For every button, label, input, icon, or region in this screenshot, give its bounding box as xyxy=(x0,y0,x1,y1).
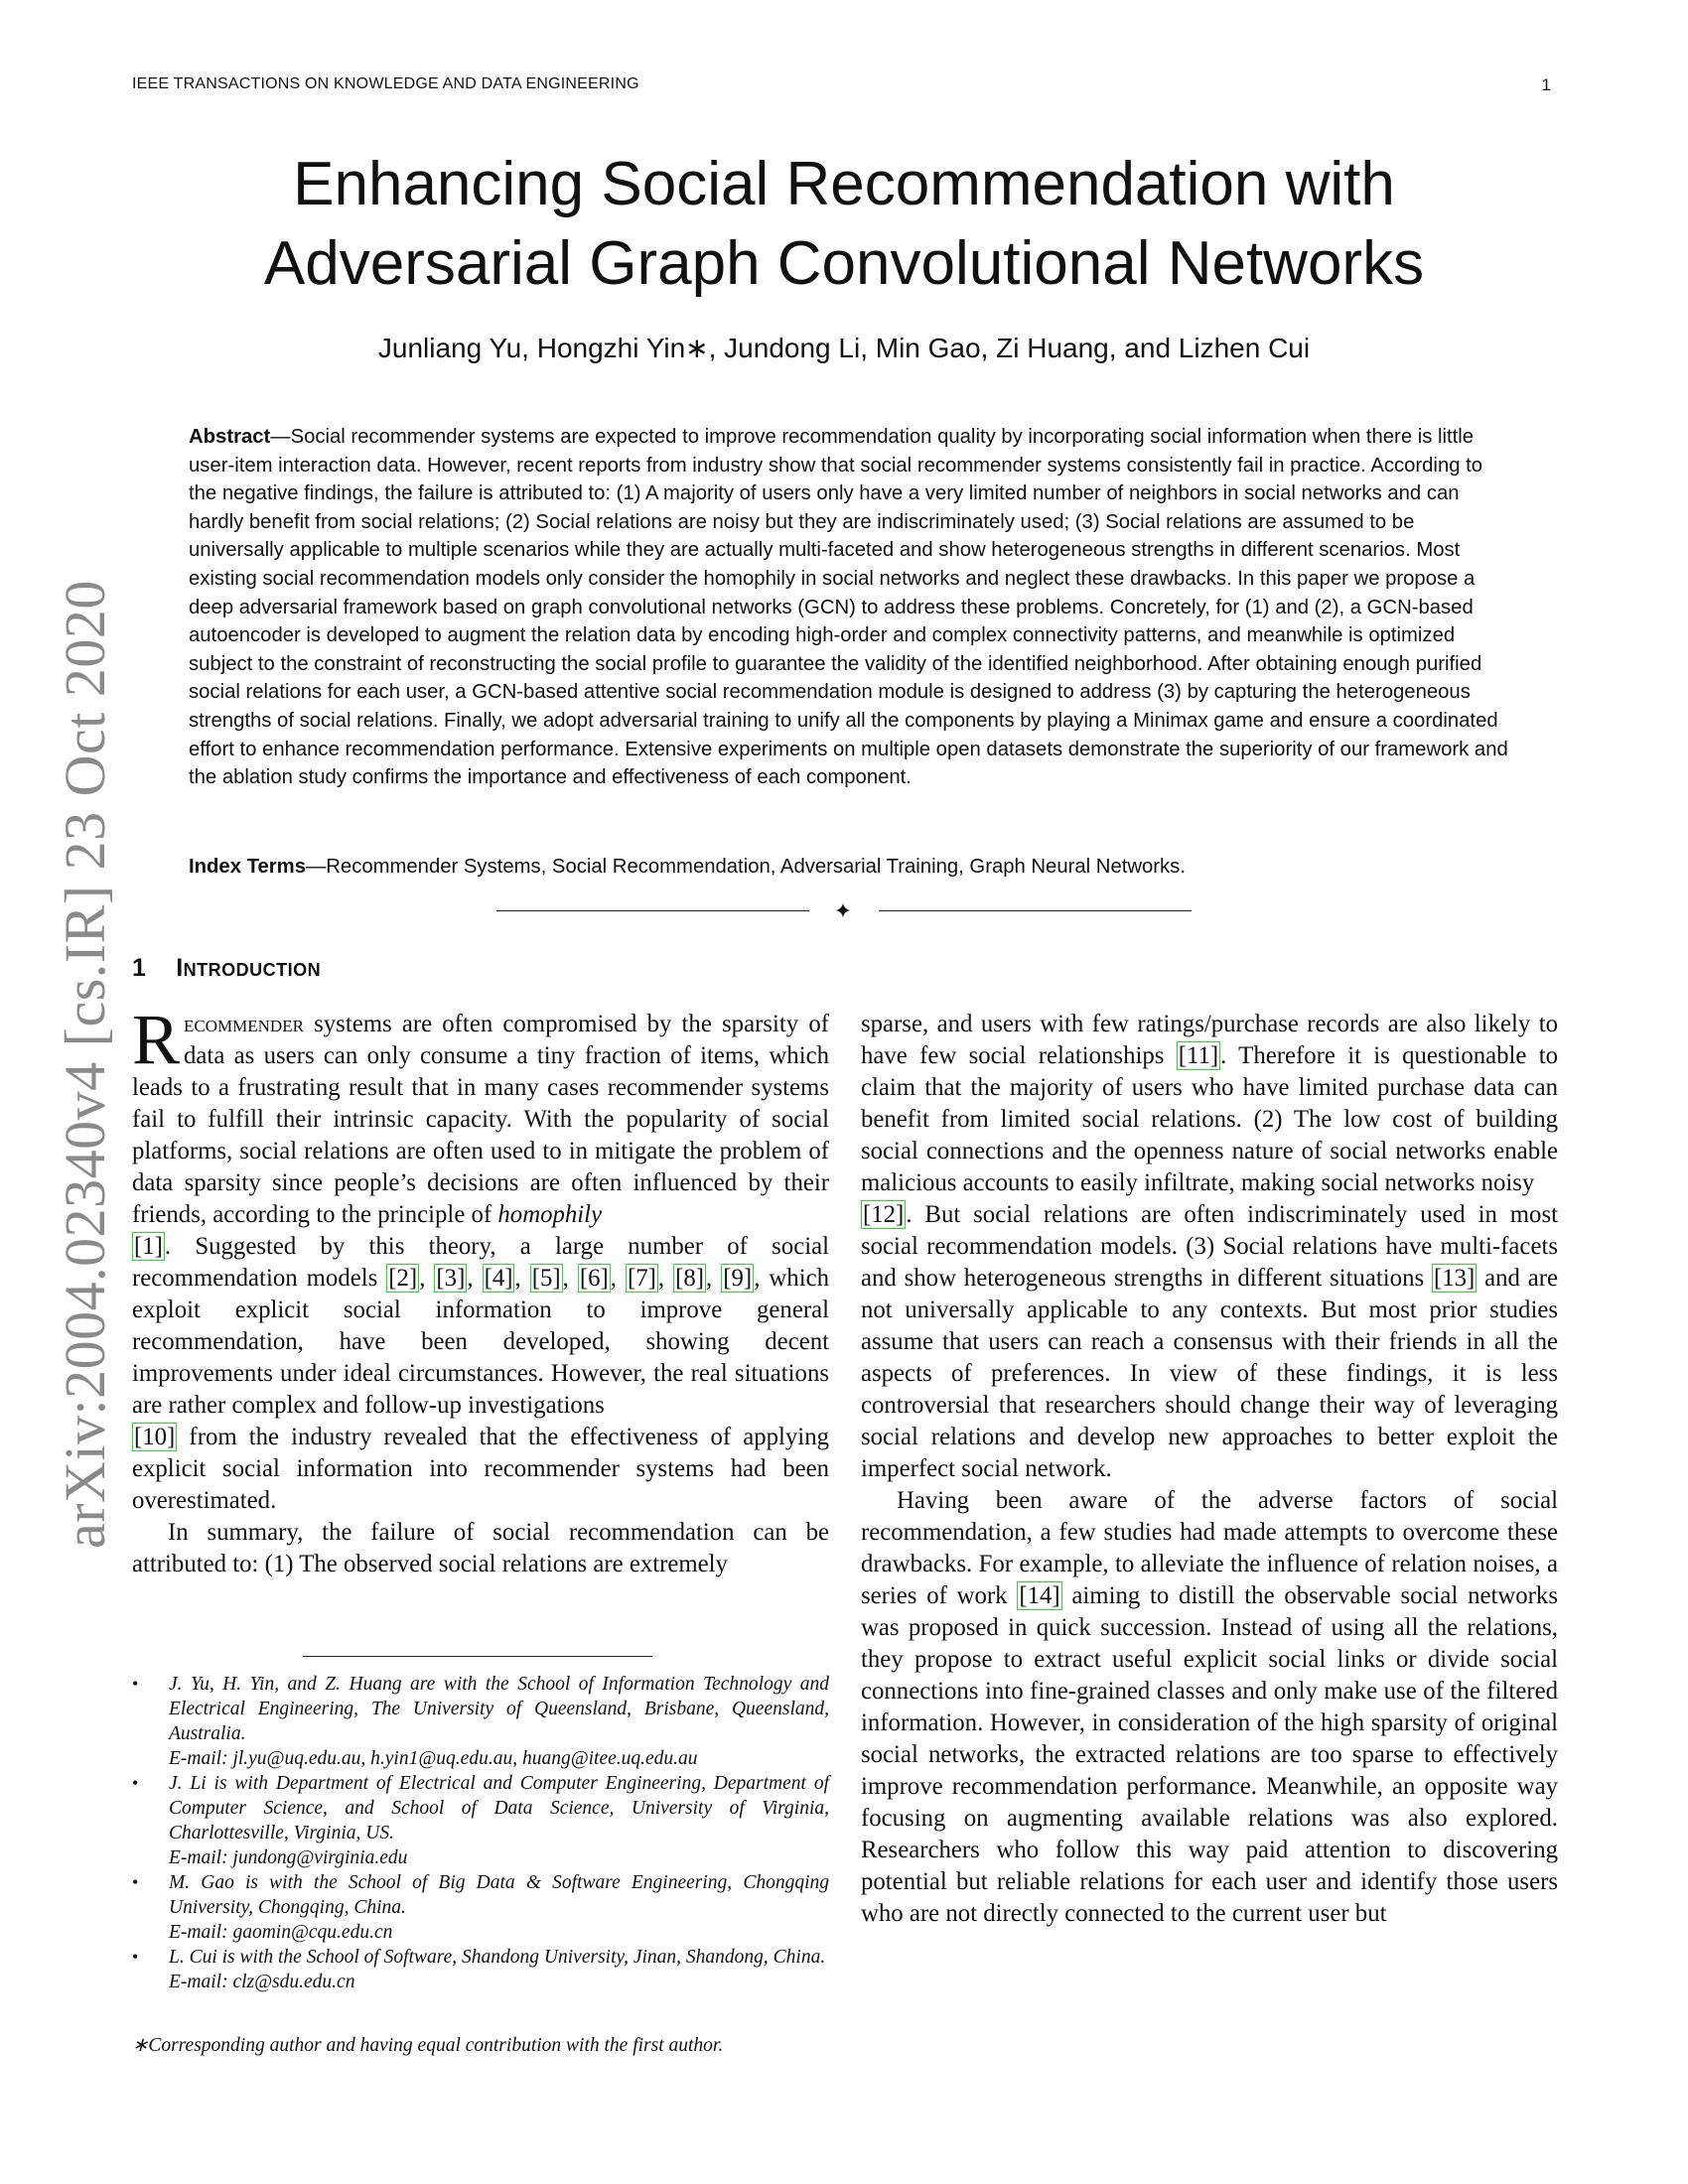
footnote-text: L. Cui is with the School of Software, Shandong University, Jinan, Shandong, China. xyxy=(169,1947,826,1968)
citation-link[interactable]: [10] xyxy=(134,1424,176,1450)
index-terms-text: —Recommender Systems, Social Recommendation, Adversarial Training, Graph Neural Networks. xyxy=(305,856,1186,878)
divider-line-left xyxy=(496,910,809,911)
citation-link[interactable]: [5] xyxy=(531,1265,561,1292)
section-title: Introduction xyxy=(176,954,322,982)
bullet-icon: • xyxy=(132,1674,139,1694)
text-span: from the industry revealed that the effectiveness of applying explicit social information into recommender systems had been overestimated. xyxy=(132,1424,829,1514)
text-span: Having been aware of the adverse factors of social recommendation, a few studies had made attempts to overcome these drawbacks. For example, to alleviate the influence of relation noises, a series of work xyxy=(861,1487,1558,1609)
footnote-text: J. Yu, H. Yin, and Z. Huang are with the School of Information Technology and Electrical Engineering, The University of Queensland, Brisbane, Queensland, Australia. xyxy=(169,1674,829,1744)
citation-link[interactable]: [3] xyxy=(436,1265,466,1292)
abstract-text: —Social recommender systems are expected to improve recommendation quality by incorporating social information when there is little user-item interaction data. However, recent reports from industry show that social recommender systems consistently fail in practice. According to the negative findings, the failure is attributed to: (1) A majority of users only have a very limited number of neighbors in social networks and can hardly benefit from social relations; (2) Social relations are noisy but they are indiscriminately used; (3) Social relations are assumed to be universally applicable to multiple scenarios while they are actually multi-faceted and show heterogeneous strengths in different scenarios. Most existing social recommendation models only consider the homophily in social networks and neglect these drawbacks. In this paper we propose a deep adversarial framework based on graph convolutional networks (GCN) to address these problems. Concretely, for (1) and (2), a GCN-based autoencoder is developed to augment the relation data by encoding high-order and complex connectivity patterns, and meanwhile is optimized subject to the constraint of reconstructing the social profile to guarantee the validity of the identified neighborhood. After obtaining enough purified social relations for each user, a GCN-based attentive social recommendation module is designed to address (3) by capturing the heterogeneous strengths of social relations. Finally, we adopt adversarial training to unify all the components by playing a Minimax game and ensure a coordinated effort to enhance recommendation performance. Extensive experiments on multiple open datasets demonstrate the superiority of our framework and the ablation study confirms the importance and effectiveness of each component. xyxy=(189,426,1508,789)
left-column xyxy=(132,1000,829,1580)
citation-link[interactable]: [13] xyxy=(1433,1265,1476,1292)
text-span: . But social relations are often indiscriminately used in most social recommendation models. (3) Social relations have multi-facets and show heterogeneous strengths in different situations xyxy=(861,1201,1558,1292)
citation-link[interactable]: [6] xyxy=(579,1265,609,1292)
index-terms xyxy=(189,853,1509,881)
paper-title: Enhancing Social Recommendation with Adversarial Graph Convolutional Networks xyxy=(263,150,1425,298)
citation-link[interactable]: [2] xyxy=(388,1265,418,1292)
footnote-item xyxy=(132,1672,829,1771)
footnote-email: E-mail: gaomin@cqu.edu.cn xyxy=(169,1922,393,1943)
text-span: and are not universally applicable to any contexts. But most prior studies assume that users can reach a consensus with their friends in all the aspects of preferences. In view of these findings, it is less controversial that researchers should change their way of leveraging social relations and develop new approaches to better exploit the imperfect social network. xyxy=(861,1265,1558,1482)
index-terms-label: Index Terms xyxy=(189,856,306,878)
citation-link[interactable]: [11] xyxy=(1178,1042,1219,1069)
abstract-label: Abstract xyxy=(189,426,271,448)
footnote-item xyxy=(132,1945,829,1994)
footnote-email: E-mail: jl.yu@uq.edu.au, h.yin1@uq.edu.au, huang@itee.uq.edu.au xyxy=(169,1748,698,1769)
citation-link[interactable]: [1] xyxy=(134,1233,163,1260)
text-span: , which exploit explicit social information to improve general recommendation, have been developed, showing decent improvements under ideal circumstances. However, the real situations are rather complex and follow-up investigations xyxy=(132,1265,829,1419)
citation-link[interactable]: [8] xyxy=(675,1265,705,1292)
bullet-icon: • xyxy=(132,1773,139,1793)
footnote-item xyxy=(132,1870,829,1945)
section-divider xyxy=(496,900,1192,940)
citation-link[interactable]: [12] xyxy=(863,1201,905,1228)
abstract xyxy=(189,423,1509,792)
divider-diamond-icon: ✦ xyxy=(833,898,853,923)
bullet-icon: • xyxy=(132,1947,139,1967)
section-number: 1 xyxy=(132,954,147,982)
text-span: . Therefore it is questionable to claim that the majority of users who have limited purchase data can benefit from limited social relations. (2) The low cost of building social connections and the openness nature of social networks enable malicious accounts to easily infiltrate, making social networks noisy xyxy=(861,1042,1559,1196)
arxiv-stamp: arXiv:2004.02340v4 [cs.IR] 23 Oct 2020 xyxy=(53,580,117,1549)
footnote-text: M. Gao is with the School of Big Data & Software Engineering, Chongqing University, Chongqing, China. xyxy=(169,1872,829,1918)
affiliation-footnotes xyxy=(132,1672,829,1994)
author-list: Junliang Yu, Hongzhi Yin∗, Jundong Li, Min Gao, Zi Huang, and Lizhen Cui xyxy=(377,333,1311,363)
citation-link[interactable]: [7] xyxy=(627,1265,656,1292)
footnote-text: J. Li is with Department of Electrical and Computer Engineering, Department of Computer Science, and School of Data Science, University of Virginia, Charlottesville, Virginia, US. xyxy=(169,1773,829,1843)
footnote-rule xyxy=(303,1656,652,1657)
footnote-item xyxy=(132,1771,829,1870)
footnote-email: E-mail: jundong@virginia.edu xyxy=(169,1847,408,1868)
corresponding-author-note: ∗Corresponding author and having equal contribution with the first author. xyxy=(132,2035,724,2056)
section-heading xyxy=(132,954,321,983)
citation-link[interactable]: [4] xyxy=(484,1265,513,1292)
intro-paragraph-2: In summary, the failure of social recommendation can be attributed to: (1) The observed social relations are extremely xyxy=(132,1519,829,1577)
bullet-icon: • xyxy=(132,1872,139,1892)
intro-paragraph-4 xyxy=(861,1485,1558,1930)
intro-paragraph-3 xyxy=(861,1009,1558,1485)
running-header: IEEE TRANSACTIONS ON KNOWLEDGE AND DATA ENGINEERING xyxy=(132,75,639,92)
smallcaps-lead: ecommender xyxy=(184,1011,304,1037)
drop-cap: R xyxy=(132,1000,181,1079)
text-span: systems are often compromised by the sparsity of data as users can only consume a tiny fraction of items, which leads to a frustrating result that in many cases recommender systems fail to fulfill their intrinsic capacity. With the popularity of social platforms, social relations are often used to in mitigate the problem of data sparsity since people’s decisions are often influenced by their friends, according to the principle of xyxy=(132,1011,829,1228)
page-number: 1 xyxy=(1541,75,1551,94)
intro-paragraph-1: Recommender systems are often compromised by the sparsity of data as users can only consume a tiny fraction of items, which leads to a frustrating result that in many cases recommender systems fail to fulfill their intrinsic capacity. With the popularity of social platforms, social relations are often used to in mitigate the problem of data sparsity since people’s decisions are often influenced by their friends, according to the principle of homophily [1]. Suggested by this theory, a large number of social recommendation models [2], [3], [4], [5], [6], [7], [8], [9], which exploit explicit social information to improve general recommendation, have been developed, showing decent improvements under ideal circumstances. However, the real situations are rather complex and follow-up investigations [10] from the industry revealed that the effectiveness of applying explicit social information into recommender systems had been overestimated. xyxy=(132,1000,829,1514)
citation-link[interactable]: [9] xyxy=(723,1265,753,1292)
right-column xyxy=(861,1009,1558,1930)
footnote-email: E-mail: clz@sdu.edu.cn xyxy=(169,1972,355,1992)
text-span: sparse, and users with few ratings/purchase records are also likely to have few social relationships xyxy=(861,1011,1558,1069)
emphasis-homophily: homophily xyxy=(497,1201,603,1228)
text-span: . Suggested by this theory, a large number of social recommendation models xyxy=(132,1233,829,1292)
divider-line-right xyxy=(879,910,1192,911)
citation-link[interactable]: [14] xyxy=(1019,1582,1060,1609)
text-span: aiming to distill the observable social networks was proposed in quick succession. Instead of using all the relations, they propose to extract useful explicit social links or divide social connections into fine-grained classes and only make use of the filtered information. However, in consideration of the high sparsity of original social networks, the extracted relations are too sparse to effectively improve recommendation performance. Meanwhile, an opposite way focusing on augmenting available relations was also explored. Researchers who follow this way paid attention to discovering potential but reliable relations for each user and identify those users who are not directly connected to the current user but xyxy=(861,1582,1558,1927)
